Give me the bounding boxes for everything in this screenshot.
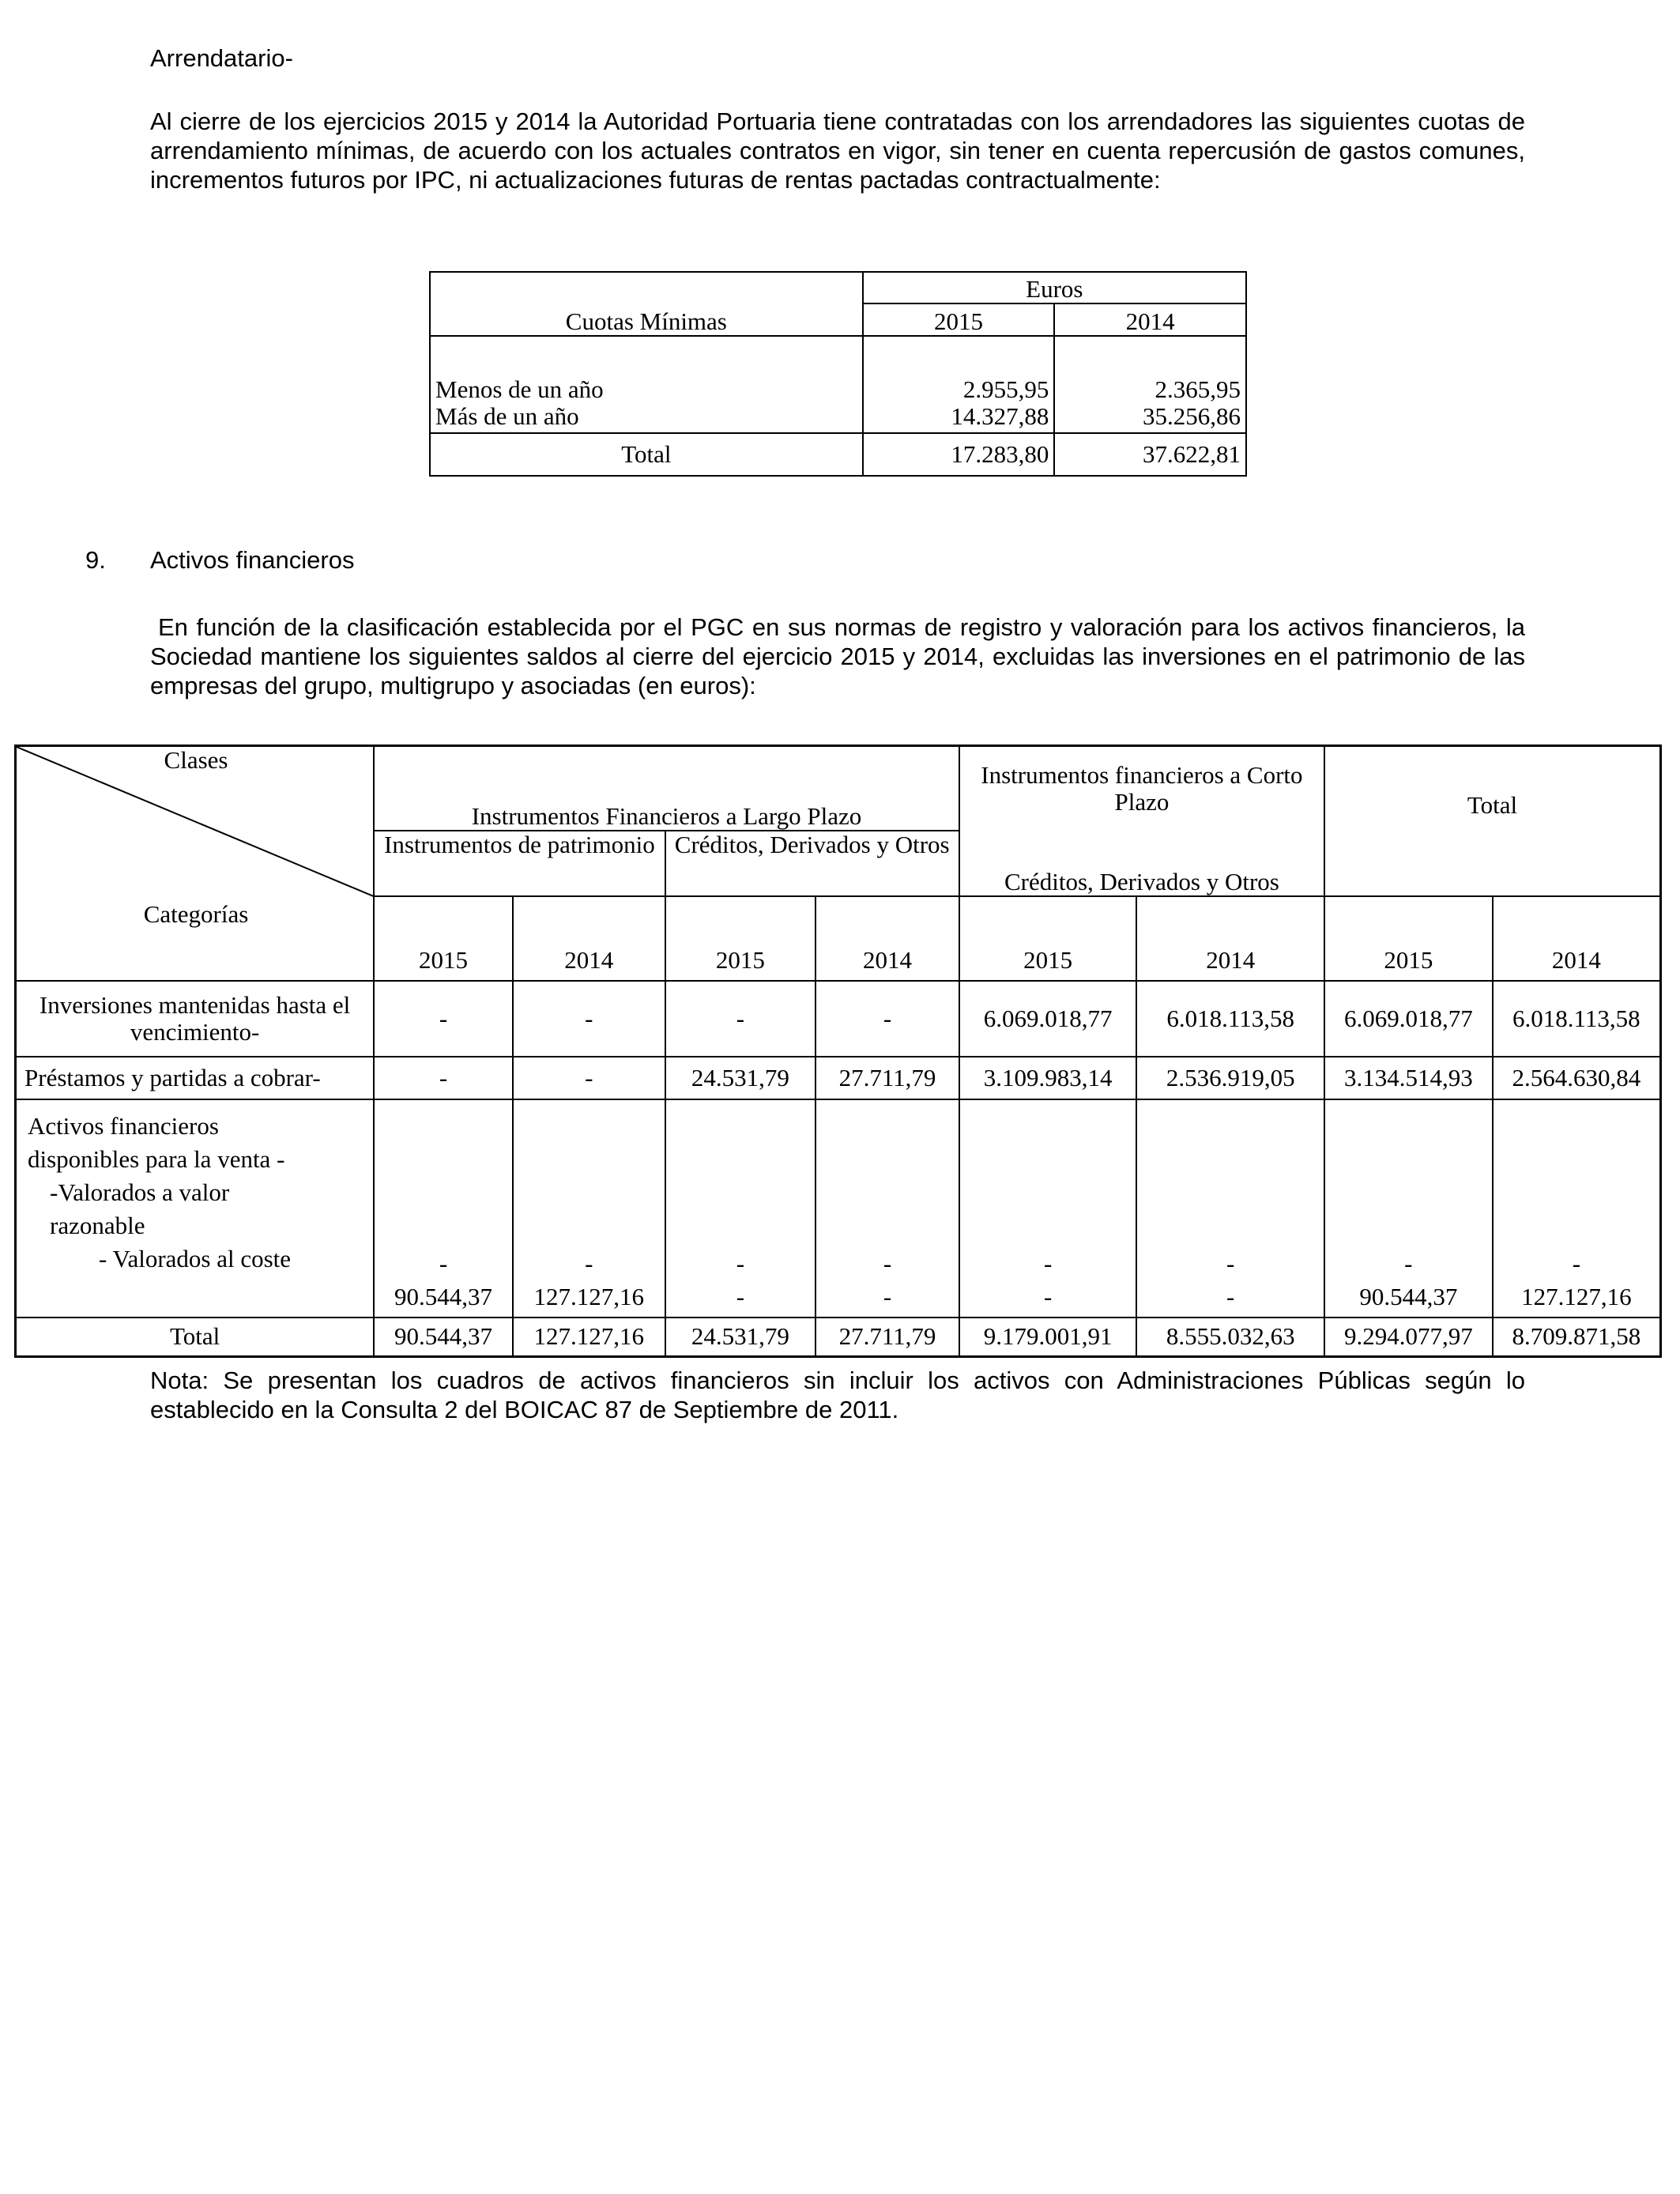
cell-value: 9.294.077,97 <box>1324 1318 1493 1357</box>
cell-value: 2.536.919,05 <box>1136 1057 1324 1099</box>
table-row <box>16 1057 1661 1099</box>
cell-value: 6.018.113,58 <box>1493 981 1661 1057</box>
cell-value: - <box>665 981 816 1057</box>
lease-row-value: 2.955,95 <box>863 336 1055 403</box>
year-header: 2014 <box>513 896 665 981</box>
cell-value: - <box>513 1057 665 1099</box>
lease-paragraph: Al cierre de los ejercicios 2015 y 2014 la Autoridad Portuaria tiene contratadas con los arrendadores las siguientes cuotas de arrendamiento mínimas, de acuerdo con los actuales contratos en vigor, sin tener en cuenta repercusión de gastos comunes, incrementos futuros por IPC, ni actualizaciones futuras de rentas pactadas contractualmente: <box>150 107 1525 194</box>
cell-value: - <box>1043 1249 1053 1277</box>
afs-cell <box>513 1099 665 1318</box>
cell-value: 90.544,37 <box>394 1282 493 1310</box>
cell-value: 127.127,16 <box>1521 1282 1632 1310</box>
cell-value: - <box>585 1249 593 1277</box>
group-short-term: Instrumentos financieros a Corto Plazo <box>959 746 1324 831</box>
cell-value: - <box>1043 1282 1053 1310</box>
cell-value: 6.069.018,77 <box>959 981 1137 1057</box>
cell-value: 127.127,16 <box>513 1318 665 1357</box>
lease-row-header: Cuotas Mínimas <box>430 272 863 336</box>
afs-cell <box>374 1099 513 1318</box>
year-header: 2014 <box>1493 896 1661 981</box>
lease-total-value: 17.283,80 <box>863 433 1055 476</box>
cell-value: - <box>736 1249 745 1277</box>
cell-value: - <box>1226 1249 1235 1277</box>
table-row-total <box>16 1318 1661 1357</box>
cell-value: 2.564.630,84 <box>1493 1057 1661 1099</box>
row-label: Préstamos y partidas a cobrar- <box>16 1057 375 1099</box>
note-paragraph: Nota: Se presentan los cuadros de activos financieros sin incluir los activos con Administraciones Públicas según lo establecido en la Consulta 2 del BOICAC 87 de Septiembre de 2011. <box>150 1367 1525 1423</box>
cell-value: 3.109.983,14 <box>959 1057 1137 1099</box>
cell-value: - <box>513 981 665 1057</box>
year-header: 2015 <box>374 896 513 981</box>
year-header: 2014 <box>1136 896 1324 981</box>
afs-cell <box>1493 1099 1661 1318</box>
group-long-term: Instrumentos Financieros a Largo Plazo <box>374 746 959 831</box>
cell-value: 3.134.514,93 <box>1324 1057 1493 1099</box>
cell-value: - <box>374 981 513 1057</box>
cell-value: 27.711,79 <box>816 1318 959 1357</box>
cell-value: 6.018.113,58 <box>1136 981 1324 1057</box>
row-sublabel-cost: - Valorados al coste <box>99 1244 292 1272</box>
cell-value: - <box>1572 1249 1581 1277</box>
sub-credits-short: Créditos, Derivados y Otros <box>959 831 1324 896</box>
cell-value: - <box>374 1057 513 1099</box>
section-title: Activos financieros <box>150 546 355 574</box>
afs-cell <box>816 1099 959 1318</box>
cell-value: 90.544,37 <box>374 1318 513 1357</box>
sub-equity-instruments: Instrumentos de patrimonio <box>374 831 665 896</box>
lease-total-label: Total <box>430 433 863 476</box>
cell-value: - <box>439 1249 448 1277</box>
cell-value: - <box>736 1282 745 1310</box>
table-row <box>16 1099 1661 1318</box>
afs-cell <box>1136 1099 1324 1318</box>
section-heading-arrendatario: Arrendatario- <box>150 44 293 72</box>
row-label: Activos financieros disponibles para la venta - <box>28 1111 285 1173</box>
cell-value: - <box>1404 1249 1413 1277</box>
assets-paragraph: En función de la clasificación establecida por el PGC en sus normas de registro y valoración para los activos financieros, la Sociedad mantiene los siguientes saldos al cierre del ejercicio 2015 y 2014, excluidas las inversiones en el patrimonio de las empresas del grupo, multigrupo y asociadas (en euros): <box>150 613 1525 699</box>
lease-row-value: 2.365,95 <box>1054 336 1246 403</box>
cell-value: 8.709.871,58 <box>1493 1318 1661 1357</box>
row-label-afs <box>16 1099 375 1318</box>
row-sublabel-fair-value: -Valorados a valor razonable <box>50 1178 230 1239</box>
row-label: Inversiones mantenidas hasta el vencimiento- <box>16 981 375 1057</box>
afs-cell <box>665 1099 816 1318</box>
cell-value: - <box>816 981 959 1057</box>
lease-row-value: 14.327,88 <box>863 403 1055 433</box>
cell-value: 8.555.032,63 <box>1136 1318 1324 1357</box>
year-header: 2014 <box>816 896 959 981</box>
section-number: 9. <box>85 546 106 574</box>
row-label-total: Total <box>16 1318 375 1357</box>
year-header: 2015 <box>959 896 1137 981</box>
cell-value: 127.127,16 <box>533 1282 644 1310</box>
lease-year-2015: 2015 <box>863 303 1055 336</box>
afs-cell <box>959 1099 1137 1318</box>
financial-assets-table <box>14 745 1662 1358</box>
cell-value: 24.531,79 <box>665 1318 816 1357</box>
corner-bottom-label: Categorías <box>143 900 249 928</box>
corner-top-label: Clases <box>164 746 228 774</box>
lease-row-label: Más de un año <box>430 403 863 433</box>
lease-row-value: 35.256,86 <box>1054 403 1246 433</box>
corner-header-cell <box>16 746 375 981</box>
group-total: Total <box>1324 746 1661 896</box>
afs-cell <box>1324 1099 1493 1318</box>
cell-value: - <box>883 1249 892 1277</box>
lease-total-value: 37.622,81 <box>1054 433 1246 476</box>
cell-value: - <box>1226 1282 1235 1310</box>
lease-year-2014: 2014 <box>1054 303 1246 336</box>
cell-value: 9.179.001,91 <box>959 1318 1137 1357</box>
table-row <box>16 981 1661 1057</box>
cell-value: 27.711,79 <box>816 1057 959 1099</box>
cell-value: - <box>883 1282 892 1310</box>
sub-credits-long: Créditos, Derivados y Otros <box>665 831 959 896</box>
lease-row-label: Menos de un año <box>430 336 863 403</box>
lease-unit-header: Euros <box>863 272 1246 303</box>
year-header: 2015 <box>1324 896 1493 981</box>
year-header: 2015 <box>665 896 816 981</box>
cell-value: 6.069.018,77 <box>1324 981 1493 1057</box>
lease-table <box>429 271 1247 477</box>
cell-value: 90.544,37 <box>1359 1282 1458 1310</box>
cell-value: 24.531,79 <box>665 1057 816 1099</box>
